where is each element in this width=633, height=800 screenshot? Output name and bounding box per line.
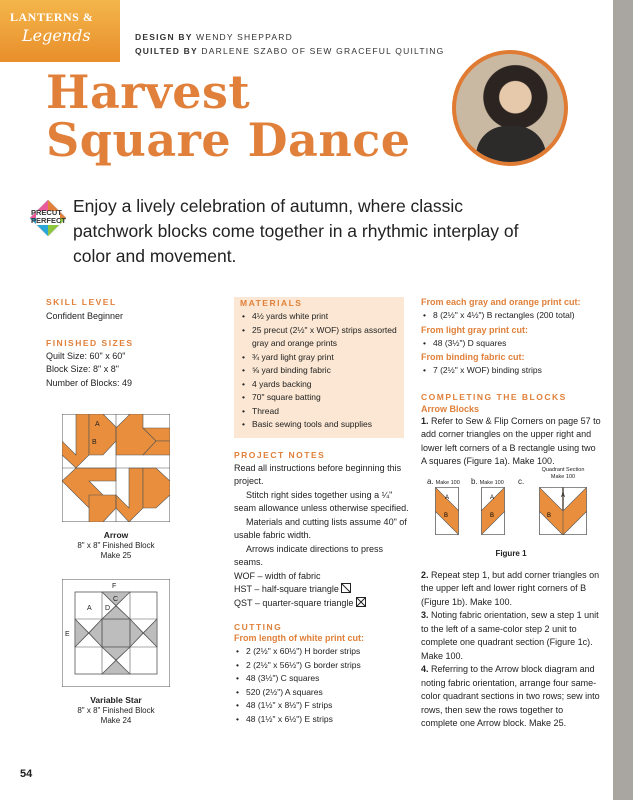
- skill-heading: SKILL LEVEL: [46, 297, 117, 307]
- step-3-number: 3.: [421, 610, 429, 620]
- arrow-size: 8" x 8" Finished Block: [77, 541, 155, 550]
- arrow-caption: [46, 530, 186, 561]
- list-item: • 8 (2½" x 4½") B rectangles (200 total): [421, 309, 601, 323]
- quilted-label: QUILTED BY: [135, 46, 198, 56]
- star-name: Variable Star: [90, 695, 142, 705]
- hst-icon: [341, 583, 351, 593]
- fig-1a-label-b: B: [444, 512, 449, 519]
- cutting-list-lightgray: [421, 337, 601, 351]
- arrow-name: Arrow: [103, 530, 129, 540]
- brand-logo: [0, 0, 120, 62]
- step-3-text: Noting fabric orientation, sew a step 1 unit to the left of a same-color step 2 unit to complete one quadrant section (Figure 1c). Make 100.: [421, 610, 599, 661]
- list-item: • 4 yards backing: [240, 378, 398, 392]
- star-count: Make 24: [100, 716, 132, 725]
- notes-hst: [234, 583, 410, 597]
- star-label-d: D: [105, 605, 111, 612]
- figure-1c: [539, 487, 587, 535]
- list-item: • Thread: [240, 405, 398, 419]
- brand-line1: LANTERNS &: [10, 10, 94, 24]
- badge-line1: PRECUT: [31, 208, 62, 217]
- fig-a-letter: a.: [427, 476, 434, 486]
- fig-1a-label-a: A: [445, 494, 450, 501]
- step-4-number: 4.: [421, 664, 429, 674]
- intro-text: Enjoy a lively celebration of autumn, where classic patchwork blocks come together in a rhythmic interplay of color and movement.: [73, 196, 519, 266]
- fig-b-row: [471, 477, 504, 486]
- step-2-number: 2.: [421, 569, 429, 580]
- star-label-a: A: [87, 605, 92, 612]
- cutting-sub1: From length of white print cut:: [234, 633, 364, 643]
- list-item: • ⅝ yard binding fabric: [240, 364, 398, 378]
- fig-a-row: [427, 477, 460, 486]
- arrow-count: Make 25: [100, 551, 132, 560]
- precut-badge-label: [31, 209, 66, 225]
- list-item: • ¾ yard light gray print: [240, 351, 398, 365]
- fig-1b-label-b: B: [490, 512, 495, 519]
- arrow-label-b: B: [92, 439, 97, 446]
- cutting-list-binding: [421, 364, 601, 378]
- fig-c-header: [533, 467, 593, 481]
- materials-box: [234, 297, 404, 438]
- star-label-e: E: [65, 631, 70, 638]
- step-1-number: 1.: [421, 415, 429, 426]
- variable-star-diagram: [62, 579, 170, 687]
- list-item: • 48 (3½") D squares: [421, 337, 601, 351]
- notes-heading: PROJECT NOTES: [234, 449, 326, 460]
- list-item: • 2 (2½" x 56½") G border strips: [234, 659, 410, 673]
- column-2: [234, 297, 410, 726]
- notes-p3: Materials and cutting lists assume 40" of usable fabric width.: [234, 516, 407, 540]
- notes-p5: WOF – width of fabric: [234, 570, 321, 581]
- sizes-heading: FINISHED SIZES: [46, 337, 134, 348]
- fig-1c-label-a: A: [561, 492, 566, 499]
- fig-c-letter: c.: [518, 476, 525, 486]
- badge-line2: PERFECT: [31, 216, 67, 225]
- designer-portrait: [456, 54, 564, 162]
- cutting-sub2: From each gray and orange print cut:: [421, 297, 581, 307]
- cutting-sub4: From binding fabric cut:: [421, 352, 525, 362]
- credits: [135, 30, 444, 58]
- list-item: • 48 (1½" x 6½") E strips: [234, 713, 410, 727]
- list-item: • 25 precut (2½" x WOF) strips assorted gray and orange prints: [240, 324, 398, 351]
- step-4: [421, 663, 601, 731]
- list-item: • 48 (1½" x 8½") F strips: [234, 699, 410, 713]
- list-item: • 7 (2½" x WOF) binding strips: [421, 364, 601, 378]
- figure-1: [421, 466, 601, 567]
- step-4-text: Referring to the Arrow block diagram and noting fabric orientation, arrange four same-color quadrant sections in two rows; sew into rows, then sew the rows together to complete one Arrow block. Make 25.: [421, 664, 600, 728]
- star-size: 8" x 8" Finished Block: [77, 706, 155, 715]
- title-line1: Harvest: [46, 65, 251, 119]
- quilt-size: Quilt Size: 60" x 60": [46, 350, 126, 361]
- cutting-list-white: [234, 645, 410, 726]
- step-2: [421, 569, 601, 610]
- notes-p6: HST – half-square triangle: [234, 584, 339, 594]
- figure-1b: [481, 487, 505, 535]
- list-item: • 520 (2½") A squares: [234, 686, 410, 700]
- designer-name: WENDY SHEPPARD: [196, 32, 293, 42]
- design-label: DESIGN BY: [135, 32, 193, 42]
- step-1-text: Refer to Sew & Flip Corners on page 57 to add corner triangles on the upper right and lower left corners of a B rectangle using two A squares (Figure 1a). Make 100.: [421, 415, 601, 466]
- cutting-heading: CUTTING: [234, 622, 283, 632]
- materials-list: [240, 310, 398, 432]
- list-item: • 2 (2½" x 60½") H border strips: [234, 645, 410, 659]
- portrait-shirt: [476, 126, 546, 162]
- arrow-block-diagram: [62, 414, 170, 522]
- watermark: PassionForum.ru: [512, 770, 581, 780]
- list-item: • 70" square batting: [240, 391, 398, 405]
- list-item: • 4½ yards white print: [240, 310, 398, 324]
- block-size: Block Size: 8" x 8": [46, 364, 119, 374]
- figure-1a: [435, 487, 459, 535]
- page-title: [46, 65, 411, 167]
- list-item: • 48 (3½") C squares: [234, 672, 410, 686]
- skill-value: Confident Beginner: [46, 311, 124, 321]
- fig-b-make: Make 100: [479, 479, 504, 486]
- fig-b-letter: b.: [471, 476, 478, 486]
- star-label-c: C: [113, 596, 119, 603]
- star-label-f: F: [112, 583, 117, 590]
- designer-photo: [452, 50, 568, 166]
- arrow-blocks-sub: Arrow Blocks: [421, 403, 480, 414]
- column-3: [421, 297, 601, 731]
- fig-c-make: Make 100: [550, 473, 576, 480]
- quilter-name: DARLENE SZABO OF SEW GRACEFUL QUILTING: [201, 46, 445, 56]
- notes-qst: [234, 597, 410, 611]
- title-line2: Square Dance: [46, 113, 411, 167]
- step-3: [421, 609, 601, 663]
- list-item: • Basic sewing tools and supplies: [240, 418, 398, 432]
- page-edge-strip: [613, 0, 633, 800]
- column-1: [46, 297, 216, 725]
- notes-p1: Read all instructions before beginning this project.: [234, 462, 402, 486]
- fig-c-quad: Quadrant Section: [541, 466, 585, 473]
- fig-1b-label-a: A: [490, 494, 495, 501]
- notes-p2: Stitch right sides together using a ¼" seam allowance unless otherwise specified.: [234, 489, 409, 513]
- qst-icon: [356, 597, 366, 607]
- cutting-sub3: From light gray print cut:: [421, 324, 528, 335]
- step-2-text: Repeat step 1, but add corner triangles on the upper left and lower right corners of B (Figure 1b). Make 100.: [421, 569, 600, 607]
- block-count: Number of Blocks: 49: [46, 377, 133, 388]
- notes-p7: QST – quarter-square triangle: [234, 597, 354, 608]
- cutting-list-prints: [421, 309, 601, 323]
- fig-a-make: Make 100: [435, 479, 460, 486]
- notes-p4: Arrows indicate directions to press seams.: [234, 543, 384, 567]
- arrow-label-a: A: [95, 421, 100, 428]
- page-number: 54: [20, 768, 33, 780]
- completing-heading: COMPLETING THE BLOCKS: [421, 391, 567, 402]
- brand-line2: Legends: [22, 26, 91, 45]
- step-1: [421, 415, 601, 469]
- star-caption: [46, 695, 186, 726]
- materials-heading: MATERIALS: [240, 298, 303, 308]
- figure-1-caption: Figure 1: [495, 548, 527, 558]
- fig-1c-label-b: B: [547, 512, 552, 519]
